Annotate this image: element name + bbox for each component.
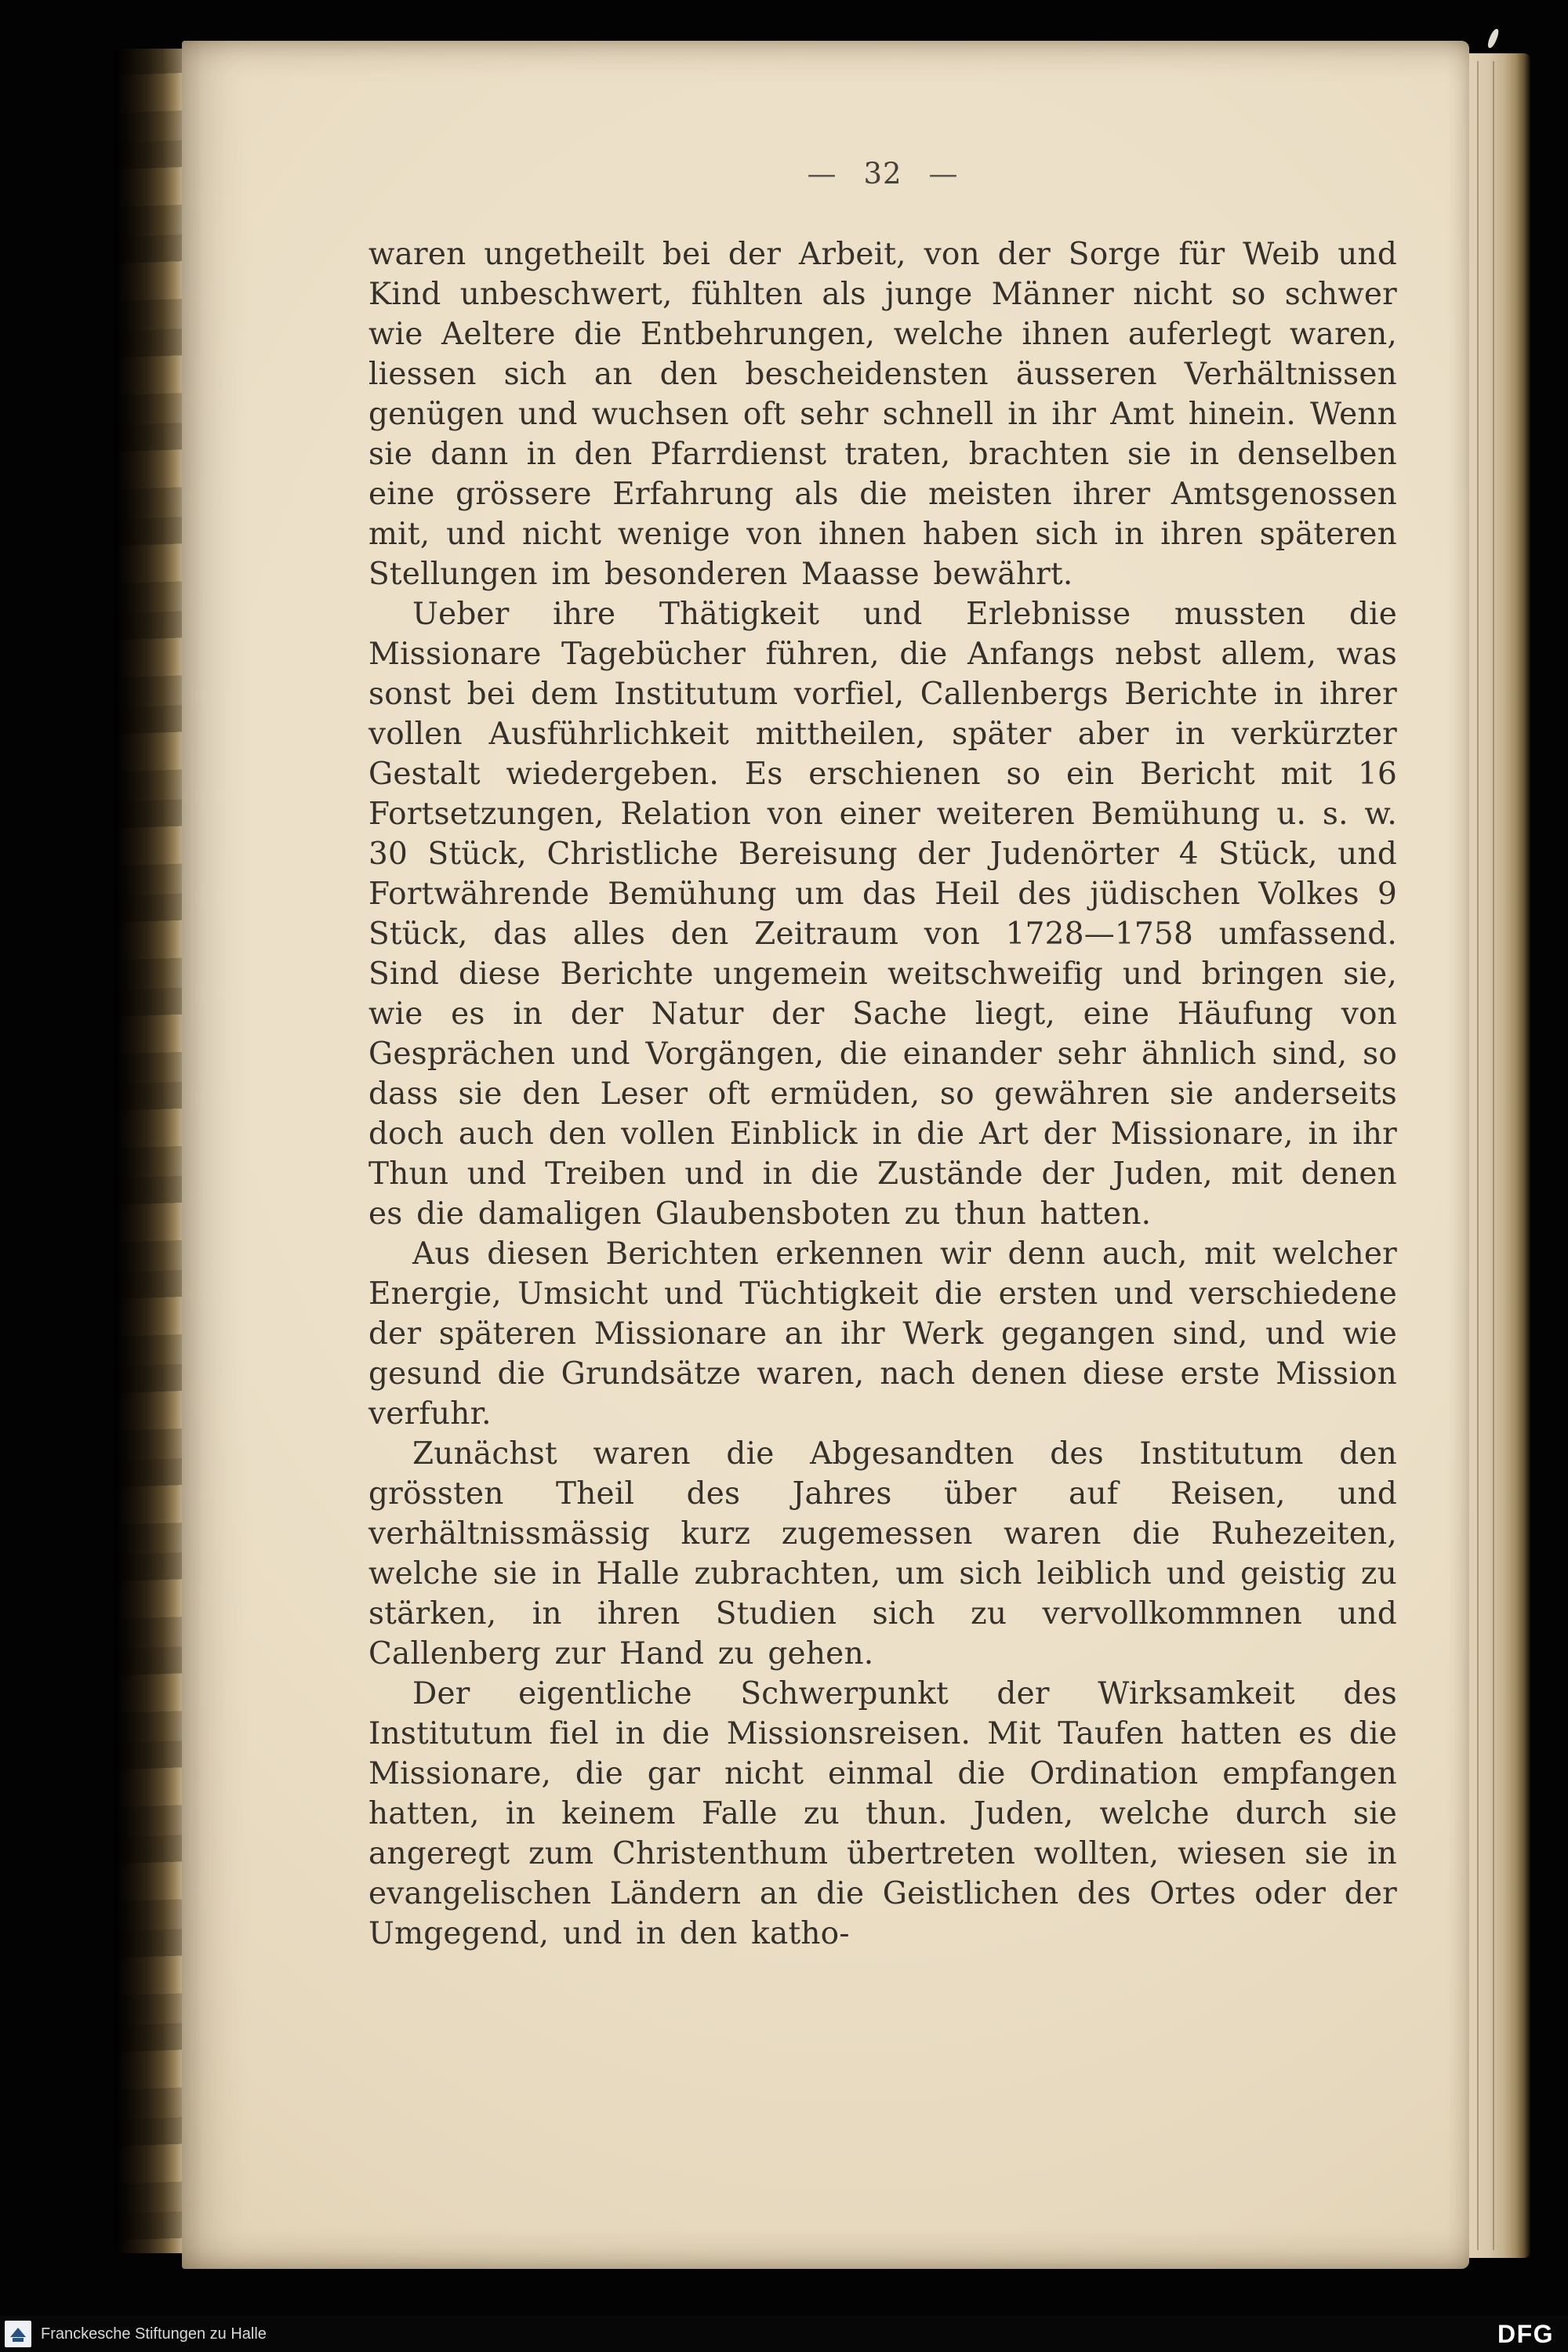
scanned-book-page <box>182 41 1469 2269</box>
paragraph-1: waren ungetheilt bei der Arbeit, von der Sorge für Weib und Kind unbeschwert, fühlten als junge Männer nicht so schwer wie Aeltere die Entbehrungen, welche ihnen auferlegt waren, liessen sich an den bescheidensten äusseren Verhältnissen genügen und wuchsen oft sehr schnell in ihr Amt hinein. Wenn sie dann in den Pfarrdienst traten, brachten sie in denselben eine grössere Erfahrung als die meisten ihrer Amtsgenossen mit, und nicht wenige von ihnen haben sich in ihren späteren Stellungen im besonderen Maasse bewährt. <box>368 237 1397 592</box>
book-right-page-edges <box>1465 53 1530 2258</box>
scan-artifact-mark <box>1486 27 1500 49</box>
dfg-logo: DFG <box>1497 2319 1554 2348</box>
paragraph-3: Aus diesen Berichten erkennen wir denn auch, mit welcher Energie, Umsicht und Tüchtigkeit die ersten und verschiedene der späteren Missionare an ihr Werk gegangen sind, und wie gesund die Grundsätze waren, nach denen diese erste Mission verfuhr. <box>368 1236 1397 1432</box>
paragraph-5: Der eigentliche Schwerpunkt der Wirksamkeit des Institutum fiel in die Missionsreisen. Mit Taufen hatten es die Missionare, die gar nicht einmal die Ordination empfangen hatten, in keinem Falle zu thun. Juden, welche durch sie angeregt zum Christenthum übertreten wollten, wiesen sie in evangelischen Ländern an die Geistlichen des Ortes oder der Umgegend, und in den katho- <box>368 1676 1397 1951</box>
footer-bar <box>0 2316 1568 2352</box>
book-gutter-page-edges <box>114 49 185 2253</box>
page-edge-line <box>1477 61 1479 2250</box>
page-number-dash-right: — <box>928 157 959 191</box>
page-number-value: 32 <box>863 157 902 191</box>
paragraph-4: Zunächst waren die Abgesandten des Institutum den grössten Theil des Jahres über auf Reisen, und verhältnissmässig kurz zugemessen waren die Ruhezeiten, welche sie in Halle zubrachten, um sich leiblich und geistig zu stärken, in ihren Studien sich zu vervollkommnen und Callenberg zur Hand zu gehen. <box>368 1436 1397 1671</box>
footer-institution-group <box>5 2321 267 2347</box>
footer-institution-label: Franckesche Stiftungen zu Halle <box>41 2325 267 2343</box>
page-number <box>368 157 1397 191</box>
page-edge-line <box>1493 61 1494 2250</box>
franckesche-stiftungen-emblem-icon <box>5 2321 31 2347</box>
paragraph-2: Ueber ihre Thätigkeit und Erlebnisse mussten die Missionare Tagebücher führen, die Anfangs nebst allem, was sonst bei dem Institutum vorfiel, Callenbergs Berichte in ihrer vollen Ausführlichkeit mittheilen, später aber in verkürzter Gestalt wiedergeben. Es erschienen so ein Bericht mit 16 Fortsetzungen, Relation von einer weiteren Bemühung u. s. w. 30 Stück, Christliche Bereisung der Judenörter 4 Stück, und Fortwährende Bemühung um das Heil des jüdischen Volkes 9 Stück, das alles den Zeitraum von 1728—1758 umfassend. Sind diese Berichte ungemein weitschweifig und bringen sie, wie es in der Natur der Sache liegt, eine Häufung von Gesprächen und Vorgängen, die einander sehr ähnlich sind, so dass sie den Leser oft ermüden, so gewähren sie anderseits doch auch den vollen Einblick in die Art der Missionare, in ihr Thun und Treiben und in die Zustände der Juden, mit denen es die damaligen Glaubensboten zu thun hatten. <box>368 597 1397 1232</box>
page-number-dash-left: — <box>807 157 837 191</box>
page-text-block <box>368 234 1397 1954</box>
